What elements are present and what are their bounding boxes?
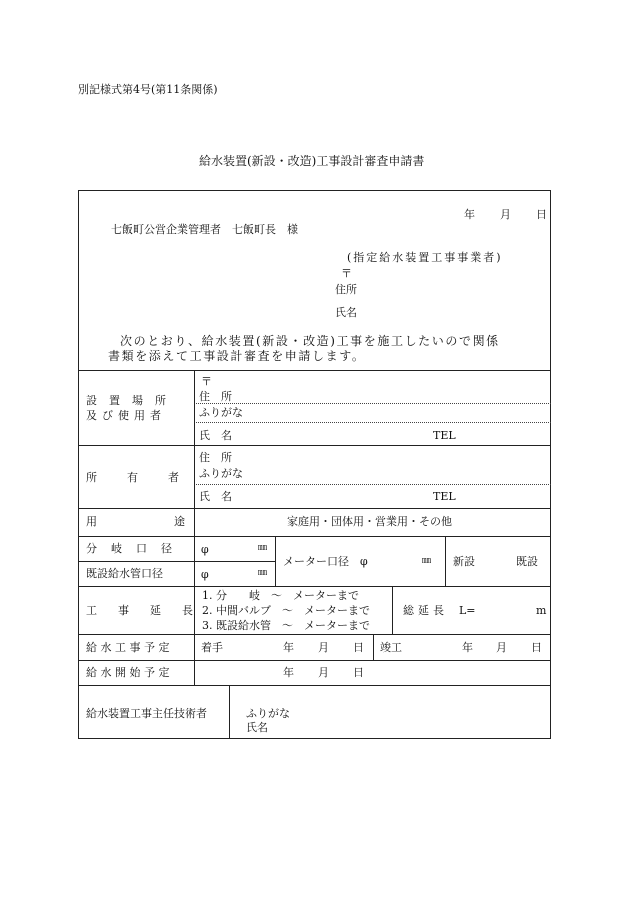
owner-tel-label: TEL <box>433 490 456 503</box>
owner-name-label: 氏 名 <box>199 490 232 503</box>
existing-phi: φ <box>201 568 209 581</box>
dotted-installation-furigana <box>194 422 551 423</box>
branch-diameter-label: 分岐口径 <box>86 542 186 555</box>
existing-pipe-diameter-label: 既設給水管口径 <box>86 567 163 580</box>
rule-branch-bottom <box>78 561 275 562</box>
header-day: 日 <box>536 208 547 221</box>
new-option: 新設 <box>453 555 475 568</box>
start-label: 着手 <box>201 641 223 654</box>
rule-extension-bottom <box>78 634 551 635</box>
applicant-address-label: 住所 <box>335 283 357 296</box>
begin-year: 年 <box>283 666 294 679</box>
begin-day: 日 <box>353 666 364 679</box>
body-line-2: 書類を添えて工事設計審査を申請します。 <box>108 349 366 363</box>
rule-owner-bottom <box>78 508 551 509</box>
extension-item-3: 3. 既設給水管 ～ メーターまで <box>202 619 370 632</box>
extension-item-1: 1. 分 岐 ～ メーターまで <box>202 589 359 602</box>
installation-label-2: 及び使用者 <box>86 409 166 422</box>
installation-postal-mark: 〒 <box>201 375 212 388</box>
rule-extension-split <box>392 586 393 634</box>
rule-schedule-split <box>373 634 374 660</box>
usage-label: 用途 <box>86 515 262 528</box>
total-length-label: 総延長 <box>403 604 448 617</box>
rule-installation-bottom <box>78 445 551 446</box>
rule-planned-bottom <box>78 660 551 661</box>
rule-diameters-bottom <box>78 586 551 587</box>
rule-begin-bottom <box>78 685 551 686</box>
supply-begin-label: 給水開始予定 <box>86 666 173 679</box>
form-title: 給水装置(新設・改造)工事設計審査申請書 <box>199 154 425 168</box>
applicant-name-label: 氏名 <box>335 306 357 319</box>
installation-label-1: 設置場所 <box>86 394 178 407</box>
usage-options: 家庭用・団体用・営業用・その他 <box>287 515 452 528</box>
end-month: 月 <box>496 641 507 654</box>
addressee: 七飯町公営企業管理者 七飯町長 様 <box>111 223 298 236</box>
installation-tel-label: TEL <box>433 429 456 442</box>
owner-furigana-label: ふりがな <box>199 467 243 480</box>
start-day: 日 <box>353 641 364 654</box>
chief-engineer-label: 給水装置工事主任技術者 <box>86 707 207 720</box>
existing-unit: ㎜ <box>258 568 268 578</box>
engineer-name-label: 氏名 <box>246 721 268 734</box>
rule-usage-bottom <box>78 536 551 537</box>
rule-header-bottom <box>78 370 551 371</box>
engineer-furigana-label: ふりがな <box>246 707 290 720</box>
installation-name-label: 氏 名 <box>199 429 232 442</box>
total-length-unit: m <box>536 604 547 617</box>
owner-address-label: 住 所 <box>199 451 232 464</box>
end-year: 年 <box>462 641 473 654</box>
application-form-frame <box>78 190 551 739</box>
branch-phi: φ <box>201 543 209 556</box>
rule-meter-right <box>445 536 446 586</box>
meter-diameter-label: メーター口径 φ <box>283 555 368 568</box>
begin-month: 月 <box>318 666 329 679</box>
extension-label: 工事延長 <box>86 604 214 617</box>
rule-engineer-label <box>229 685 230 739</box>
body-line-1: 次のとおり、給水装置(新設・改造)工事を施工したいので関係 <box>120 334 500 348</box>
planned-work-label: 給水工事予定 <box>86 641 173 654</box>
start-month: 月 <box>318 641 329 654</box>
header-month: 月 <box>500 208 511 221</box>
end-day: 日 <box>531 641 542 654</box>
branch-unit: ㎜ <box>258 543 268 553</box>
owner-label: 所有者 <box>86 471 209 484</box>
total-length-eq: L= <box>459 604 476 617</box>
end-label: 竣工 <box>380 641 402 654</box>
dotted-installation-address <box>194 403 551 404</box>
header-year: 年 <box>464 208 475 221</box>
form-reference: 別記様式第4号(第11条関係) <box>78 83 218 96</box>
applicant-postal-mark: 〒 <box>341 267 352 280</box>
installation-address-label: 住 所 <box>199 390 232 403</box>
extension-item-2: 2. 中間バルブ ～ メーターまで <box>202 604 370 617</box>
applicant-role: (指定給水装置工事事業者) <box>347 251 503 264</box>
start-year: 年 <box>283 641 294 654</box>
meter-unit: ㎜ <box>422 556 432 566</box>
installation-furigana-label: ふりがな <box>199 406 243 419</box>
existing-option: 既設 <box>516 555 538 568</box>
rule-branch-right <box>275 536 276 586</box>
dotted-owner-furigana <box>194 484 551 485</box>
